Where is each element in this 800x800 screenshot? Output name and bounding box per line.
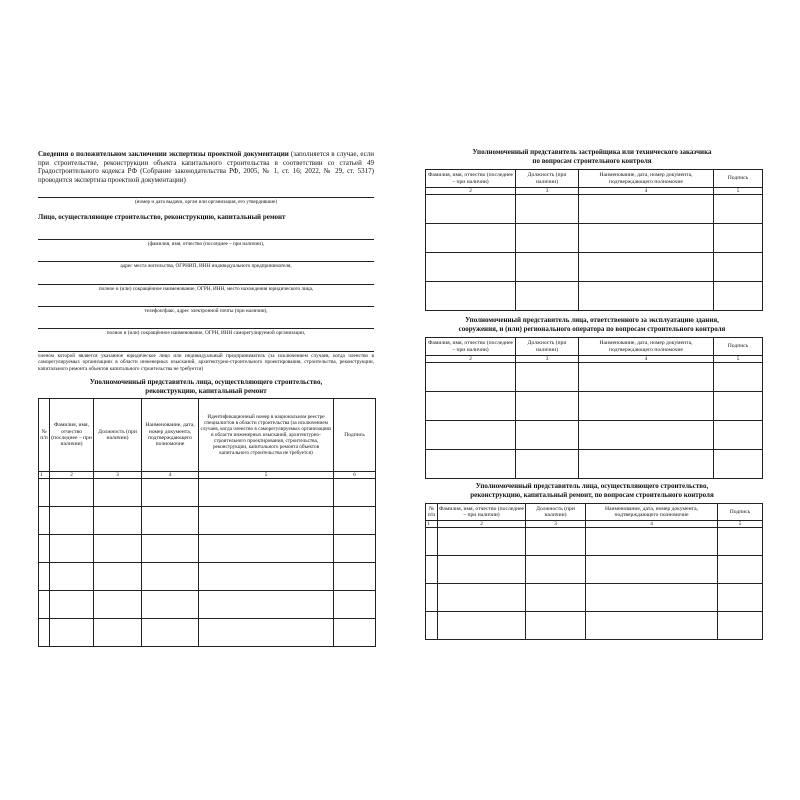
table-header-row — [426, 504, 763, 521]
builder-rep-title-line2: реконструкцию, капитальный ремонт — [145, 386, 267, 395]
cell[interactable] — [426, 253, 516, 282]
col-header-signature: Подпись — [714, 338, 763, 356]
cell[interactable] — [94, 591, 142, 619]
col-number-5: 5 — [714, 188, 763, 195]
customer-rep-title — [424, 148, 760, 165]
cell[interactable] — [714, 195, 763, 224]
table-row — [39, 535, 376, 563]
cell[interactable] — [586, 556, 718, 584]
intro-text: (заполняется в случае, если при строительстве, реконструкции объекта капитального строительства в соответствии со статьей 49 Градостроительного кодекса РФ (Собрание законодательства РФ, 2005, № 1, ст. 16; 2022, № 29, ст. 5317) проводится экспертиза проектной документации) — [38, 150, 374, 184]
cell[interactable] — [334, 591, 376, 619]
cell[interactable] — [199, 507, 334, 535]
cell[interactable] — [526, 528, 586, 556]
member-line — [38, 351, 374, 352]
customer-rep-title-line2: по вопросам строительного контроля — [532, 156, 652, 165]
cell[interactable] — [199, 479, 334, 507]
col-header-signature: Подпись — [334, 399, 376, 472]
operator-rep-table — [425, 337, 763, 479]
cell[interactable] — [516, 392, 579, 421]
col-number-6: 6 — [334, 472, 376, 479]
table-row — [426, 195, 763, 224]
col-number-3: 3 — [516, 356, 579, 363]
col-header-number: № п/п — [426, 504, 438, 521]
col-number-4: 4 — [579, 356, 714, 363]
cell[interactable] — [714, 282, 763, 311]
cell[interactable] — [334, 479, 376, 507]
col-number-5: 5 — [718, 521, 763, 528]
cell[interactable] — [516, 421, 579, 450]
table-row — [426, 421, 763, 450]
table-row — [426, 224, 763, 253]
col-header-fio: Фамилия, имя, отчество (последнее – при наличии) — [50, 399, 94, 472]
cell[interactable] — [426, 392, 516, 421]
cell[interactable] — [579, 253, 714, 282]
table-row — [39, 591, 376, 619]
cell[interactable] — [142, 563, 199, 591]
cell[interactable] — [39, 507, 50, 535]
col-header-document: Наименование, дата, номер документа, подтверждающего полномочие — [142, 399, 199, 472]
table-row — [426, 612, 763, 640]
table-row — [39, 507, 376, 535]
cell[interactable] — [39, 591, 50, 619]
cell[interactable] — [334, 619, 376, 647]
cell[interactable] — [39, 619, 50, 647]
col-header-fio: Фамилия, имя, отчество (последнее – при наличии) — [438, 504, 526, 521]
col-number-5: 5 — [199, 472, 334, 479]
table-row — [39, 563, 376, 591]
org-line — [38, 284, 374, 285]
address-line — [38, 261, 374, 262]
cell[interactable] — [714, 363, 763, 392]
col-header-document: Наименование, дата, номер документа, подтверждающего полномочие — [586, 504, 718, 521]
cell[interactable] — [199, 619, 334, 647]
builder-rep-title-line1: Уполномоченный представитель лица, осуществляющего строительство, — [89, 378, 323, 386]
caption-org: полное и (или) сокращённое наименование, ОГРН, ИНН, место нахождения юридического лица, — [98, 286, 314, 292]
cell[interactable] — [426, 282, 516, 311]
col-number-3: 3 — [94, 472, 142, 479]
intro-heading: Сведения о положительном заключении экспертизы проектной документации — [38, 150, 289, 158]
cell[interactable] — [516, 282, 579, 311]
cell[interactable] — [142, 591, 199, 619]
cell[interactable] — [94, 479, 142, 507]
col-number-3: 3 — [526, 521, 586, 528]
cell[interactable] — [718, 556, 763, 584]
cell[interactable] — [526, 612, 586, 640]
cell[interactable] — [199, 535, 334, 563]
cell[interactable] — [94, 619, 142, 647]
operator-rep-title-line1: Уполномоченный представитель лица, ответственного за эксплуатацию здания, — [465, 316, 719, 324]
cell[interactable] — [579, 282, 714, 311]
col-number-4: 4 — [586, 521, 718, 528]
cell[interactable] — [718, 584, 763, 612]
cell[interactable] — [718, 528, 763, 556]
cell[interactable] — [579, 224, 714, 253]
cell[interactable] — [50, 619, 94, 647]
cell[interactable] — [714, 224, 763, 253]
caption-sro: полное и (или) сокращённое наименование, ОГРН, ИНН саморегулируемой организации, — [106, 330, 306, 336]
cell[interactable] — [334, 507, 376, 535]
phone-line — [38, 306, 374, 307]
sro-line — [38, 328, 374, 329]
cell[interactable] — [50, 535, 94, 563]
col-header-document: Наименование, дата, номер документа, подтверждающего полномочие — [579, 170, 714, 188]
customer-rep-title-line1: Уполномоченный представитель застройщика или технического заказчика — [472, 148, 712, 156]
col-header-position: Должность (при наличии) — [526, 504, 586, 521]
cell[interactable] — [718, 612, 763, 640]
col-number-3: 3 — [516, 188, 579, 195]
col-header-fio: Фамилия, имя, отчество (последнее – при наличии) — [426, 170, 516, 188]
cell[interactable] — [334, 563, 376, 591]
col-header-document: Наименование, дата, номер документа, подтверждающего полномочие — [579, 338, 714, 356]
cell[interactable] — [438, 612, 526, 640]
col-header-registry-id: Идентификационный номер в национальном реестре специалистов в области строительства (за исключением случаев, когда членство в саморегулируемых организациях в области инженерных изысканий, архитектурно-строительного проектирования, строительства, реконструкции, капитального ремонта объектов капитального строительства не требуется) — [199, 399, 334, 472]
builder-control-rep-title-line2: реконструкцию, капитальный ремонт, по вопросам строительного контроля — [470, 490, 714, 499]
cell[interactable] — [39, 563, 50, 591]
table-number-row — [426, 188, 763, 195]
cell[interactable] — [586, 528, 718, 556]
table-row — [426, 253, 763, 282]
expertise-line — [38, 197, 374, 198]
fio-line — [38, 239, 374, 240]
caption-expertise-doc: (номер и дата выдачи, орган или организация, его утвердившие) — [134, 199, 278, 205]
operator-rep-title-line2: сооружения, и (или) регионального оператора по вопросам строительного контроля — [458, 324, 726, 333]
table-row — [426, 528, 763, 556]
cell[interactable] — [199, 563, 334, 591]
cell[interactable] — [50, 591, 94, 619]
col-number-4: 4 — [142, 472, 199, 479]
table-row — [426, 363, 763, 392]
col-header-number: № п/п — [39, 399, 50, 472]
table-row — [426, 282, 763, 311]
cell[interactable] — [579, 363, 714, 392]
table-row — [426, 392, 763, 421]
table-header-row — [39, 399, 376, 472]
cell[interactable] — [438, 528, 526, 556]
cell[interactable] — [142, 535, 199, 563]
cell[interactable] — [426, 363, 516, 392]
cell[interactable] — [426, 528, 438, 556]
cell[interactable] — [438, 556, 526, 584]
cell[interactable] — [426, 421, 516, 450]
col-header-signature: Подпись — [718, 504, 763, 521]
col-header-position: Должность (при наличии) — [516, 170, 579, 188]
col-number-2: 2 — [438, 521, 526, 528]
builder-control-rep-title — [424, 482, 760, 499]
cell[interactable] — [516, 195, 579, 224]
cell[interactable] — [516, 224, 579, 253]
cell[interactable] — [714, 392, 763, 421]
cell[interactable] — [426, 224, 516, 253]
cell[interactable] — [714, 253, 763, 282]
builder-rep-title — [38, 378, 374, 395]
cell[interactable] — [39, 479, 50, 507]
cell[interactable] — [94, 563, 142, 591]
col-header-position: Должность (при наличии) — [94, 399, 142, 472]
table-number-row — [39, 472, 376, 479]
cell[interactable] — [426, 612, 438, 640]
cell[interactable] — [714, 450, 763, 479]
cell[interactable] — [426, 584, 438, 612]
cell[interactable] — [586, 612, 718, 640]
caption-address: адрес места жительства, ОГРНИП, ИНН индивидуального предпринимателя, — [120, 263, 292, 269]
builder-rep-table — [38, 398, 376, 647]
cell[interactable] — [579, 450, 714, 479]
member-note: членом которой является указанное юридическое лицо или индивидуальный предприниматель (за исключением случаев, когда членство в саморегулируемых организациях в области инженерных изысканий, архитектурно-строительного проектирования, строительства, реконструкции, капитального ремонта объектов капитального строительства не требуется) — [38, 353, 374, 372]
cell[interactable] — [714, 421, 763, 450]
customer-rep-table — [425, 169, 763, 311]
col-number-5: 5 — [714, 356, 763, 363]
col-header-signature: Подпись — [714, 170, 763, 188]
cell[interactable] — [50, 479, 94, 507]
cell[interactable] — [579, 195, 714, 224]
cell[interactable] — [39, 535, 50, 563]
table-row — [426, 450, 763, 479]
cell[interactable] — [142, 619, 199, 647]
table-number-row — [426, 356, 763, 363]
cell[interactable] — [426, 450, 516, 479]
cell[interactable] — [526, 556, 586, 584]
table-header-row — [426, 338, 763, 356]
cell[interactable] — [579, 421, 714, 450]
cell[interactable] — [516, 363, 579, 392]
cell[interactable] — [526, 584, 586, 612]
caption-fio: (фамилия, имя, отчество (последнее – при наличии), — [147, 241, 265, 247]
table-number-row — [426, 521, 763, 528]
table-row — [39, 619, 376, 647]
cell[interactable] — [199, 591, 334, 619]
col-number-1: 1 — [426, 521, 438, 528]
table-row — [426, 556, 763, 584]
intro-paragraph — [38, 150, 374, 184]
cell[interactable] — [142, 507, 199, 535]
cell[interactable] — [426, 195, 516, 224]
cell[interactable] — [334, 535, 376, 563]
cell[interactable] — [516, 450, 579, 479]
builder-control-rep-table — [425, 503, 763, 640]
operator-rep-title — [424, 316, 760, 333]
cell[interactable] — [50, 563, 94, 591]
builder-person-label: Лицо, осуществляющее строительство, реконструкцию, капитальный ремонт — [38, 213, 286, 221]
table-row — [39, 479, 376, 507]
col-number-4: 4 — [579, 188, 714, 195]
table-row — [426, 584, 763, 612]
cell[interactable] — [94, 535, 142, 563]
caption-phone: телефон/факс, адрес электронной почты (при наличии), — [144, 308, 268, 314]
col-number-2: 2 — [426, 188, 516, 195]
col-number-2: 2 — [426, 356, 516, 363]
col-header-fio: Фамилия, имя, отчество (последнее – при наличии) — [426, 338, 516, 356]
cell[interactable] — [94, 507, 142, 535]
table-header-row — [426, 170, 763, 188]
col-header-position: Должность (при наличии) — [516, 338, 579, 356]
cell[interactable] — [426, 556, 438, 584]
cell[interactable] — [142, 479, 199, 507]
cell[interactable] — [50, 507, 94, 535]
builder-control-rep-title-line1: Уполномоченный представитель лица, осуществляющего строительство, — [475, 482, 709, 490]
col-number-2: 2 — [50, 472, 94, 479]
cell[interactable] — [579, 392, 714, 421]
cell[interactable] — [586, 584, 718, 612]
cell[interactable] — [438, 584, 526, 612]
cell[interactable] — [516, 253, 579, 282]
col-number-1: 1 — [39, 472, 50, 479]
